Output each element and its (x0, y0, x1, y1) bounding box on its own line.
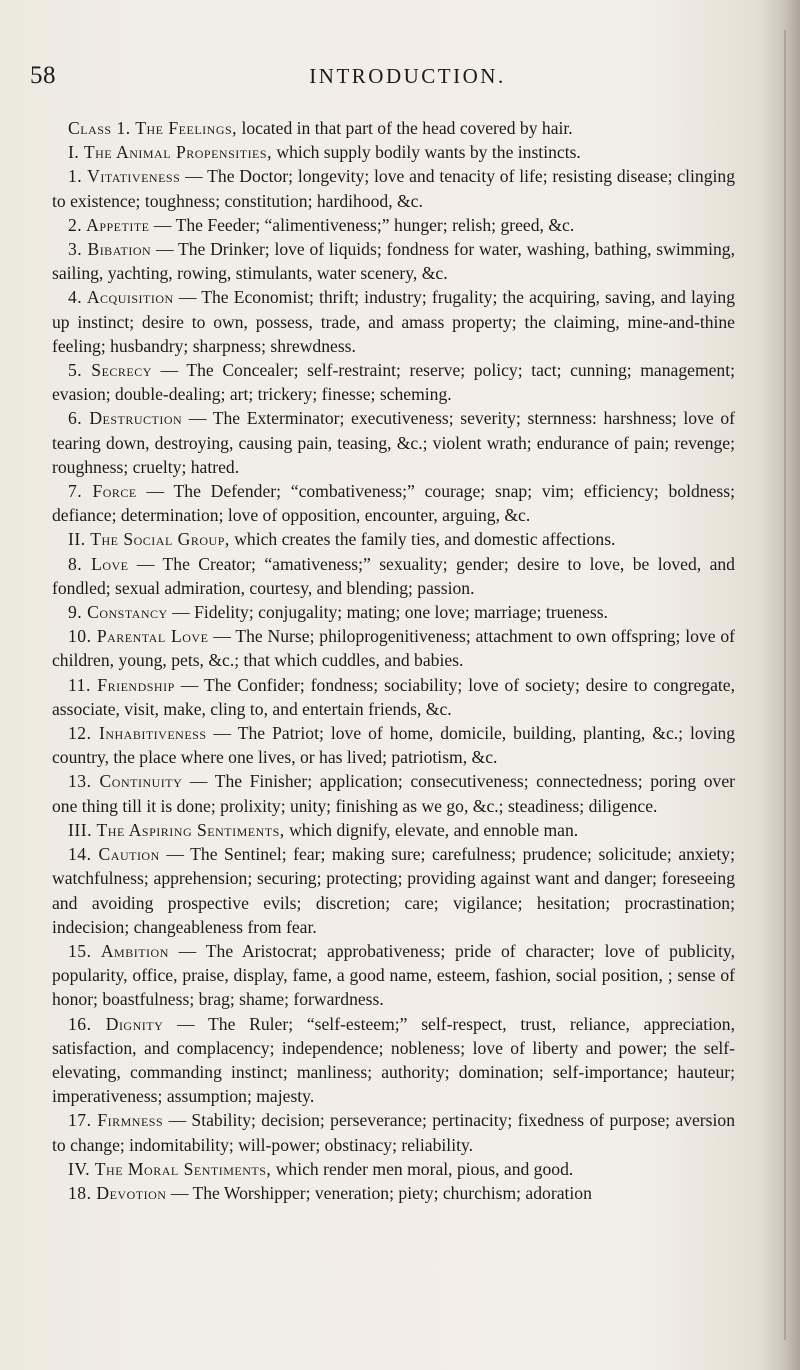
page-number: 58 (30, 62, 56, 89)
entry-text: — The Confider; fondness; sociability; love of society; desire to congregate, associate, visit, make, cling to, and entertain friends, &c. (52, 674, 735, 719)
entry-text: — The Finisher; application; consecutiveness; connectedness; poring over one thing till it is done; prolixity; unity; finishing as we go, &c.; steadiness; diligence. (52, 771, 735, 816)
paragraph-3-bibation (52, 237, 735, 285)
entry-text: — The Doctor; longevity; love and tenacity of life; resisting disease; clinging to existence; toughness; constitution; hardihood, &c. (52, 166, 735, 211)
paragraph-group-ii (52, 527, 735, 551)
entry-label: 3. Bibation (68, 239, 152, 260)
paragraph-group-iii (52, 818, 735, 842)
entry-label: 9. Constancy (68, 602, 168, 623)
entry-text: which dignify, elevate, and ennoble man. (284, 819, 579, 840)
paragraph-5-secrecy (52, 358, 735, 406)
entry-label: I. The Animal Propensities, (68, 142, 272, 163)
paragraph-16-dignity (52, 1012, 735, 1109)
body-text (52, 116, 735, 1205)
entry-text: — The Worshipper; veneration; piety; churchism; adoration (166, 1182, 592, 1203)
paragraph-13-continuity (52, 769, 735, 817)
entry-text: — The Ruler; “self-esteem;” self-respect, trust, reliance, appreciation, satisfaction, and complacency; independence; nobleness; love of liberty and power; the self-elevating, commanding instinct; manliness; authority; domination; self-importance; hauteur; imperativeness; assumption; majesty. (52, 1013, 735, 1107)
paragraph-8-love (52, 552, 735, 600)
entry-label: 16. Dignity (68, 1013, 164, 1034)
entry-text: which supply bodily wants by the instincts. (271, 142, 581, 163)
paragraph-7-force (52, 479, 735, 527)
entry-label: 15. Ambition (68, 940, 169, 961)
paragraph-4-acquisition (52, 285, 735, 358)
paragraph-group-iv (52, 1157, 735, 1181)
paragraph-9-constancy (52, 600, 735, 624)
entry-label: II. The Social Group, (68, 529, 230, 550)
entry-text: — The Sentinel; fear; making sure; carefulness; prudence; solicitude; anxiety; watchfulness; apprehension; securing; protecting; providing against want and danger; foreseeing and avoiding prospective evils; discretion; care; vigilance; hesitation; procrastination; indecision; changeableness from fear. (52, 844, 735, 937)
entry-label: 13. Continuity (68, 771, 183, 792)
entry-label: 18. Devotion (68, 1182, 167, 1203)
entry-label: 11. Friendship (68, 674, 175, 695)
entry-label: 4. Acquisition (68, 287, 174, 308)
page-header (30, 58, 745, 98)
entry-label: 6. Destruction (68, 408, 183, 429)
page-edge-shadow (762, 0, 800, 1370)
entry-label: 12. Inhabitiveness (68, 723, 207, 744)
entry-label: 17. Firmness (68, 1110, 164, 1131)
paragraph-6-destruction (52, 406, 735, 479)
paragraph-group-i (52, 140, 735, 164)
entry-label: IV. The Moral Sentiments, (68, 1158, 272, 1179)
entry-text: — The Patriot; love of home, domicile, building, planting, &c.; loving country, the place where one lives, or has lived; patriotism, &c. (52, 723, 735, 768)
paragraph-1-vitativeness (52, 164, 735, 212)
entry-label: Class 1. The Feelings, (68, 118, 238, 138)
entry-text: — Fidelity; conjugality; mating; one love; marriage; trueness. (167, 602, 608, 623)
entry-text: which render men moral, pious, and good. (271, 1158, 574, 1179)
entry-label: III. The Aspiring Sentiments, (68, 819, 285, 840)
entry-label: 14. Caution (68, 844, 160, 865)
paragraph-2-appetite (52, 213, 735, 237)
paragraph-18-devotion (52, 1181, 735, 1205)
entry-label: 5. Secrecy (68, 360, 152, 381)
paragraph-15-ambition (52, 939, 735, 1012)
entry-label: 10. Parental Love (68, 626, 209, 647)
entry-text: — The Concealer; self-restraint; reserve; policy; tact; cunning; management; evasion; double-dealing; art; trickery; finesse; scheming. (52, 360, 736, 405)
entry-text: — The Drinker; love of liquids; fondness for water, washing, bathing, swimming, sailing, yachting, rowing, stimulants, water scenery, &c. (52, 239, 735, 284)
entry-label: 2. Appetite (68, 214, 150, 235)
binding-edge-line (784, 30, 786, 1340)
paragraph-class-1 (52, 116, 735, 140)
entry-text: — The Defender; “combativeness;” courage; snap; vim; efficiency; boldness; defiance; determination; love of opposition, encounter, arguing, &c. (52, 481, 735, 526)
entry-text: — The Exterminator; executiveness; severity; sternness: harshness; love of tearing down, destroying, causing pain, teasing, &c.; violent wrath; endurance of pain; revenge; roughness; cruelty; hatred. (52, 408, 735, 477)
paragraph-14-caution (52, 842, 735, 939)
entry-text: — The Creator; “amativeness;” sexuality; gender; desire to love, be loved, and fondled; sexual admiration, courtesy, and blending; passion. (52, 553, 735, 598)
entry-label: 7. Force (68, 481, 137, 502)
entry-text: which creates the family ties, and domestic affections. (229, 529, 616, 550)
paragraph-17-firmness (52, 1108, 735, 1156)
paragraph-10-parental-love (52, 624, 735, 672)
entry-text: located in that part of the head covered by hair. (237, 118, 573, 138)
entry-label: 1. Vitativeness (68, 166, 181, 187)
paragraph-11-friendship (52, 673, 735, 721)
entry-label: 8. Love (68, 553, 129, 574)
paragraph-12-inhabitiveness (52, 721, 735, 769)
entry-text: — The Nurse; philoprogenitiveness; attachment to own offspring; love of children, young, pets, &c.; that which cuddles, and babies. (52, 626, 735, 671)
running-title: INTRODUCTION. (309, 64, 506, 88)
entry-text: — The Economist; thrift; industry; frugality; the acquiring, saving, and laying up instinct; desire to own, possess, trade, and amass property; the claiming, mine-and-thine feeling; husbandry; sharpness; shrewdness. (52, 287, 735, 356)
entry-text: — Stability; decision; perseverance; pertinacity; fixedness of purpose; aversion to change; indomitability; will-power; obstinacy; reliability. (52, 1110, 735, 1155)
entry-text: — The Feeder; “alimentiveness;” hunger; relish; greed, &c. (149, 214, 575, 235)
entry-text: — The Aristocrat; approbativeness; pride of character; love of publicity, popularity, office, praise, display, fame, a good name, esteem, fashion, social position, ; sense of honor; boastfulness; brag; shame; forwardness. (52, 940, 735, 1010)
